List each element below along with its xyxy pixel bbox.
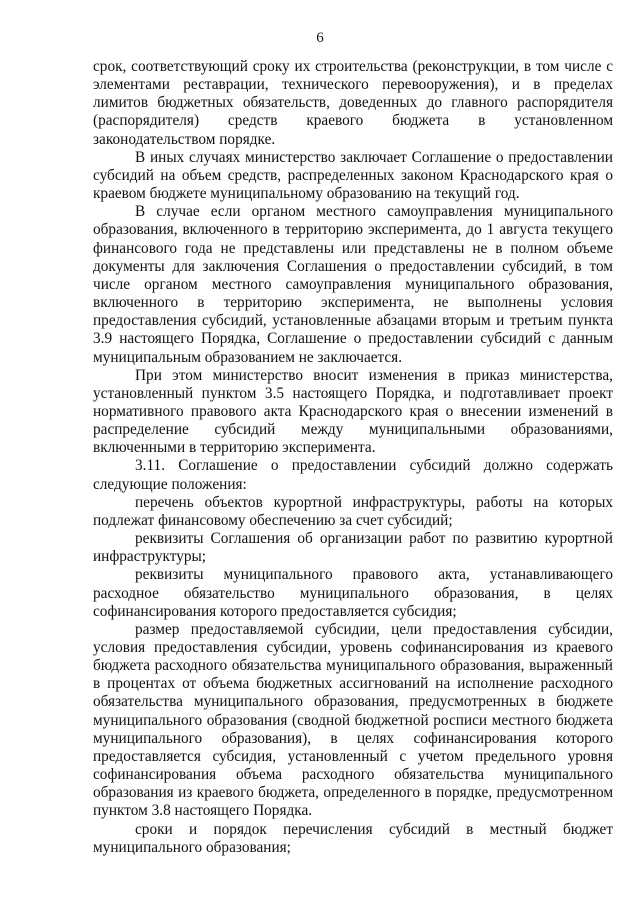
paragraph: При этом министерство вносит изменения в приказ министерства, установленный пунктом 3.5 настоящего Порядка, и подготавливает проект нормативного правового акта Краснодарского края о внесении изменений в распределение субсидий между муниципальными образованиями, включенными в территорию эксперимента. (93, 366, 613, 457)
page-number: 6 (316, 30, 324, 46)
paragraph: реквизиты муниципального правового акта, устанавливающего расходное обязательство муниципального образования, в целях софинансирования которого предоставляется субсидия; (93, 566, 613, 620)
paragraph: сроки и порядок перечисления субсидий в местный бюджет муниципального образования; (93, 820, 613, 856)
paragraph: В случае если органом местного самоуправления муниципального образования, включенного в территорию эксперимента, до 1 августа текущего финансового года не представлены или представлены не в полном объеме документы для заключения Соглашения о предоставлении субсидий, в том числе органом местного самоуправления муниципального образования, включенного в территорию эксперимента, не выполнены условия предоставления субсидий, установленные абзацами вторым и третьим пункта 3.9 настоящего Порядка, Соглашение о предоставлении субсидий с данным муниципальным образованием не заключается. (93, 203, 613, 366)
document-body (93, 58, 613, 857)
paragraph: реквизиты Соглашения об организации работ по развитию курортной инфраструктуры; (93, 530, 613, 566)
paragraph: В иных случаях министерство заключает Соглашение о предоставлении субсидий на объем средств, распределенных законом Краснодарского края о краевом бюджете муниципальному образованию на текущий год. (93, 148, 613, 203)
paragraph: 3.11. Соглашение о предоставлении субсидий должно содержать следующие положения: (93, 457, 613, 493)
paragraph: перечень объектов курортной инфраструктуры, работы на которых подлежат финансовому обеспечению за счет субсидий; (93, 493, 613, 529)
paragraph: размер предоставляемой субсидии, цели предоставления субсидии, условия предоставления субсидии, уровень софинансирования из краевого бюджета расходного обязательства муниципального образования, выраженный в процентах от объема бюджетных ассигнований на исполнение расходного обязательства муниципального образования, предусмотренных в бюджете муниципального образования (сводной бюджетной росписи местного бюджета муниципального образования), в целях софинансирования которого предоставляется субсидия, установленный с учетом предельного уровня софинансирования объема расходного обязательства муниципального образования из краевого бюджета, определенного в порядке, предусмотренном пунктом 3.8 настоящего Порядка. (93, 620, 613, 820)
paragraph: срок, соответствующий сроку их строительства (реконструкции, в том числе с элементами реставрации, технического перевооружения), и в пределах лимитов бюджетных обязательств, доведенных до главного распорядителя (распорядителя) средств краевого бюджета в установленном законодательством порядке. (93, 58, 613, 148)
